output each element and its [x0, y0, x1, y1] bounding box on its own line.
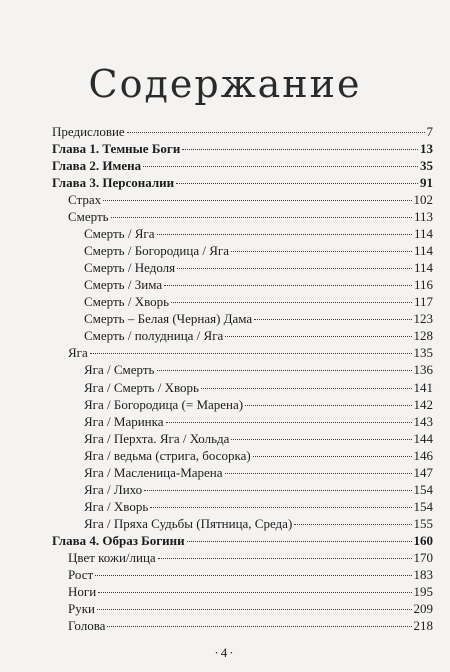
toc-entry — [84, 380, 433, 396]
toc-entry — [84, 362, 433, 378]
toc-entry — [68, 192, 433, 208]
toc-entry-label: Яга / Масленица-Марена — [84, 465, 223, 480]
toc-entry — [84, 328, 433, 344]
dot-leader — [157, 233, 412, 235]
toc-entry-label: Смерть / Зима — [84, 277, 163, 292]
dot-leader — [177, 267, 412, 269]
toc-entry-page: 128 — [413, 328, 433, 343]
toc-entry-page: 218 — [413, 618, 433, 633]
toc-entry — [84, 277, 433, 293]
toc-entry — [84, 482, 433, 498]
toc-entry — [84, 414, 433, 430]
toc-entry-label: Ноги — [68, 584, 97, 599]
toc-entry — [84, 311, 433, 327]
toc-entry-label: Голова — [68, 618, 106, 633]
toc-entry-label: Яга / Перхта. Яга / Хольда — [84, 431, 230, 446]
dot-leader — [225, 472, 412, 474]
toc-chapter-entry — [52, 175, 433, 191]
toc-chapter-entry — [52, 158, 433, 174]
toc-entry-label: Яга / Смерть — [84, 362, 155, 377]
toc-entry-label: Яга / Лихо — [84, 482, 143, 497]
toc-entry — [68, 601, 433, 617]
toc-entry-page: 147 — [413, 465, 433, 480]
toc-entry-label: Смерть / полудница / Яга — [84, 328, 224, 343]
toc-entry-page: 142 — [413, 397, 433, 412]
toc-entry-page: 114 — [413, 226, 433, 241]
toc-entry-label: Глава 2. Имена — [52, 158, 142, 173]
toc-entry-page: 113 — [413, 209, 433, 224]
toc-chapter-entry — [52, 533, 433, 549]
toc-entry-label: Яга / Пряха Судьбы (Пятница, Среда) — [84, 516, 293, 531]
toc-entry — [84, 260, 433, 276]
toc-entry-label: Яга / ведьма (стрига, босорка) — [84, 448, 251, 463]
toc-entry-page: 117 — [413, 294, 433, 309]
toc-entry-page: 146 — [413, 448, 433, 463]
dot-leader — [150, 506, 411, 508]
dot-leader — [201, 387, 412, 389]
dot-leader — [187, 540, 412, 542]
toc-entry-label: Рост — [68, 567, 94, 582]
toc-entry-label: Глава 3. Персоналии — [52, 175, 175, 190]
toc-entry-label: Руки — [68, 601, 96, 616]
dot-leader — [231, 438, 411, 440]
toc-entry — [84, 431, 433, 447]
toc-entry — [84, 243, 433, 259]
toc-entry — [84, 516, 433, 532]
dot-leader — [90, 352, 412, 354]
dot-leader — [97, 608, 411, 610]
dot-leader — [176, 182, 418, 184]
toc-entry-label: Смерть — [68, 209, 109, 224]
toc-entry-page: 116 — [413, 277, 433, 292]
page-title: Содержание — [88, 62, 362, 106]
toc-entry-page: 154 — [413, 482, 433, 497]
toc-entry-page: 135 — [413, 345, 433, 360]
toc-entry-page: 114 — [413, 260, 433, 275]
toc-entry-label: Смерть / Богородица / Яга — [84, 243, 229, 258]
toc-entry-label: Яга / Смерть / Хворь — [84, 380, 199, 395]
dot-leader — [103, 199, 411, 201]
dot-leader — [107, 625, 411, 627]
dot-leader — [253, 455, 412, 457]
toc-entry-page: 160 — [413, 533, 433, 548]
toc-entry — [84, 397, 433, 413]
toc-entry-label: Смерть / Недоля — [84, 260, 176, 275]
dot-leader — [143, 165, 418, 167]
toc-entry-page: 123 — [413, 311, 433, 326]
toc-entry-label: Смерть / Яга — [84, 226, 155, 241]
toc-entry-label: Яга / Хворь — [84, 499, 149, 514]
toc-entry — [68, 550, 433, 566]
toc-entry-page: 154 — [413, 499, 433, 514]
dot-leader — [166, 421, 412, 423]
dot-leader — [182, 148, 418, 150]
dot-leader — [111, 216, 412, 218]
toc-entry-label: Яга — [68, 345, 88, 360]
toc-entry-label: Яга / Богородица (= Марена) — [84, 397, 244, 412]
dot-leader — [158, 557, 412, 559]
dot-leader — [98, 591, 411, 593]
toc-entry-page: 170 — [413, 550, 433, 565]
dot-leader — [294, 523, 411, 525]
toc-entry-label: Страх — [68, 192, 102, 207]
toc-entry — [68, 584, 433, 600]
toc-entry-label: Цвет кожи/лица — [68, 550, 156, 565]
page-number: ·4· — [214, 645, 236, 660]
dot-leader — [95, 574, 411, 576]
toc-entry-page: 114 — [413, 243, 433, 258]
toc-entry-label: Яга / Маринка — [84, 414, 164, 429]
toc-entry-page: 183 — [413, 567, 433, 582]
dot-leader — [171, 301, 412, 303]
toc-entry-page: 7 — [426, 124, 433, 139]
dot-leader — [127, 131, 425, 133]
toc-entry — [84, 448, 433, 464]
toc-entry-label: Глава 1. Темные Боги — [52, 141, 181, 156]
dot-leader — [157, 369, 412, 371]
toc-entry-page: 195 — [413, 584, 433, 599]
toc-entry-label: Смерть – Белая (Черная) Дама — [84, 311, 253, 326]
toc-entry-page: 144 — [413, 431, 433, 446]
toc-entry-page: 141 — [413, 380, 433, 395]
toc-entry — [84, 499, 433, 515]
toc-entry — [68, 567, 433, 583]
toc-entry-page: 209 — [413, 601, 433, 616]
toc-entry — [68, 345, 433, 361]
dot-leader — [245, 404, 411, 406]
dot-leader — [164, 284, 412, 286]
toc-entry — [84, 294, 433, 310]
dot-leader — [231, 250, 412, 252]
dot-leader — [144, 489, 411, 491]
toc-entry — [68, 209, 433, 225]
toc-entry-label: Глава 4. Образ Богини — [52, 533, 185, 548]
dot-leader — [254, 318, 411, 320]
toc-entry-page: 143 — [413, 414, 433, 429]
toc-entry — [84, 465, 433, 481]
toc-entry — [52, 124, 433, 140]
dot-leader — [225, 335, 411, 337]
toc-entry-page: 13 — [420, 141, 433, 156]
toc-entry-page: 102 — [413, 192, 433, 207]
toc-entry-page: 155 — [413, 516, 433, 531]
toc-entry-page: 91 — [420, 175, 433, 190]
toc-entry — [68, 618, 433, 634]
toc-entry-label: Предисловие — [52, 124, 125, 139]
toc-entry-label: Смерть / Хворь — [84, 294, 170, 309]
toc-entry-page: 35 — [420, 158, 433, 173]
toc-entry — [84, 226, 433, 242]
toc-entry-page: 136 — [413, 362, 433, 377]
toc-chapter-entry — [52, 141, 433, 157]
